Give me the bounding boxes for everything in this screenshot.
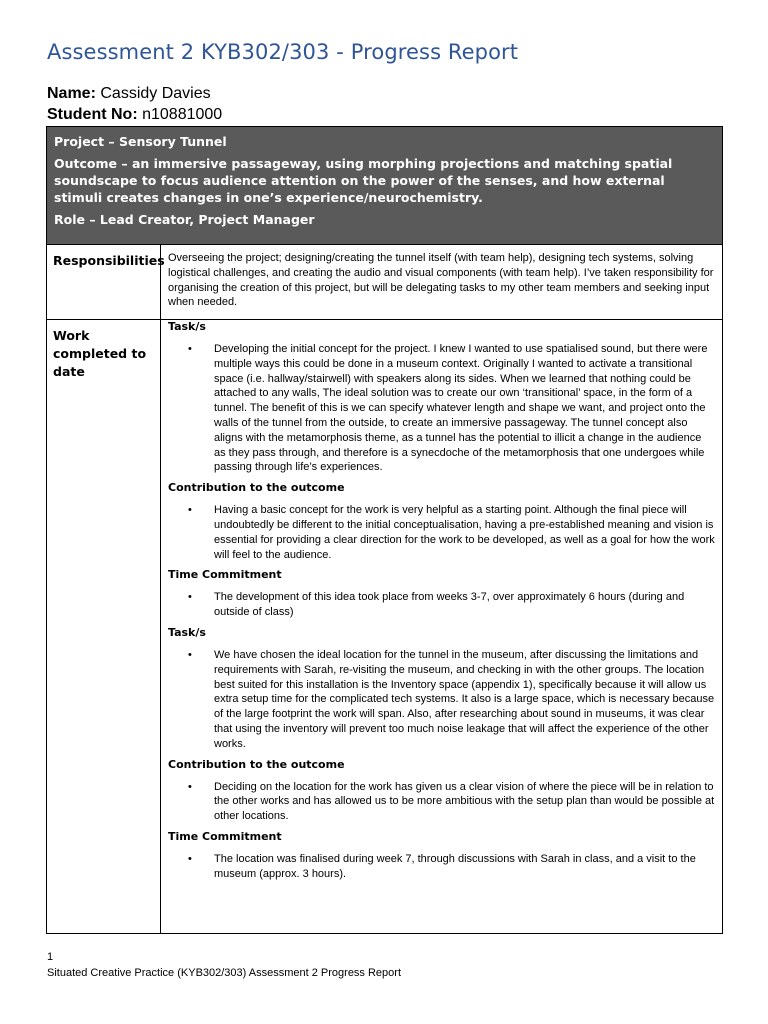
list-item xyxy=(168,852,715,882)
student-number-label: Student No: xyxy=(47,106,138,123)
responsibilities-label-cell xyxy=(47,245,165,319)
section-heading: Time Commitment xyxy=(168,568,282,582)
work-completed-label: Work completed to date xyxy=(53,328,147,379)
page-title: Assessment 2 KYB302/303 - Progress Report xyxy=(47,40,519,64)
name-label: Name: xyxy=(47,85,96,102)
list-item xyxy=(168,780,715,824)
bullet-icon: • xyxy=(188,780,192,793)
page-number: 1 xyxy=(47,951,54,963)
list-item xyxy=(168,503,715,562)
list-item-text: We have chosen the ideal location for the tunnel in the museum, after discussing the limitations and requirements with Sarah, re-visiting the museum, and checking in with the other groups. The location best suited for this installation is the Inventory space (appendix 1), specifically because it will allow us extra setup time for the complicated tech systems. It also is a large space, which is necessary because of the large footprint the work will span. Also, after researching about sound in museums, it was clear that using the inventory will prevent too much noise leakage that will affect the experience of the other works. xyxy=(214,648,715,750)
name-value: Cassidy Davies xyxy=(100,85,211,102)
list-item-text: Having a basic concept for the work is very helpful as a starting point. Although the final piece will undoubtedly be different to the initial conceptualisation, having a pre-established meaning and vision is essential for providing a clear direction for the work to be developed, as well as a goal for how the work will feel to the audience. xyxy=(214,504,715,561)
project-title: Project – Sensory Tunnel xyxy=(54,134,227,149)
list-item-text: Deciding on the location for the work has given us a clear vision of where the piece will be in relation to the other works and has allowed us to be more ambitious with the setup plan than would be possible at other locations. xyxy=(214,780,715,823)
bullet-icon: • xyxy=(188,852,192,865)
list-item xyxy=(168,648,715,752)
bullet-icon: • xyxy=(188,591,192,604)
bullet-icon: • xyxy=(188,648,192,661)
responsibilities-row xyxy=(47,244,722,320)
student-number-line xyxy=(47,106,222,124)
work-completed-row xyxy=(47,320,722,933)
list-item-text: The development of this idea took place from weeks 3-7, over approximately 6 hours (during and outside of class) xyxy=(214,591,685,619)
list-item xyxy=(168,590,715,620)
work-completed-content xyxy=(161,320,722,933)
bullet-icon: • xyxy=(188,343,192,355)
section-heading: Time Commitment xyxy=(168,829,282,843)
list-item-text: Developing the initial concept for the project. I knew I wanted to use spatialised sound, but there were multiple ways this could be done in a museum context. Originally I wanted to activate a transitional space (i.e. hallway/stairwell) with speakers along its sides. When we learned that nothing could be attached to any walls, The ideal solution was to create our own ‘transitional’ space, in the form of a tunnel. The benefit of this is we can specify whatever length and shape we want, and project onto the walls of the tunnel from the outside, to create an immersive passageway. The tunnel concept also aligns with the metamorphosis theme, as a tunnel has the potential to illicit a change in the audience as they pass through, and therefore is a synecdoche of the metamorphosis that one undergoes while passing through life’s experiences. xyxy=(214,343,708,474)
bullet-icon: • xyxy=(188,504,192,517)
section-heading: Task/s xyxy=(168,625,206,639)
section-heading: Contribution to the outcome xyxy=(168,757,345,771)
project-role: Role – Lead Creator, Project Manager xyxy=(54,212,315,227)
list-item-text: The location was finalised during week 7, through discussions with Sarah in class, and a visit to the museum (approx. 3 hours). xyxy=(214,852,696,880)
work-completed-label-cell xyxy=(47,320,161,933)
project-outcome: Outcome – an immersive passageway, using morphing projections and matching spatial soundscape to focus audience attention on the power of the senses, and how external stimuli creates changes in one’s experience/neurochemistry. xyxy=(54,156,673,205)
footer-text: Situated Creative Practice (KYB302/303) Assessment 2 Progress Report xyxy=(47,967,402,979)
list-item xyxy=(168,342,715,475)
responsibilities-text: Overseeing the project; designing/creating the tunnel itself (with team help), designing tech systems, solving logistical challenges, and creating the audio and visual components (with team help). I’ve taken responsibility for organising the creation of this project, but will be delegating tasks to my other team members and seeking input when needed. xyxy=(168,252,714,309)
project-header xyxy=(47,127,722,244)
progress-table xyxy=(46,126,723,934)
section-heading: Contribution to the outcome xyxy=(168,481,345,495)
name-line xyxy=(47,85,211,103)
section-heading: Task/s xyxy=(168,320,206,333)
responsibilities-label: Responsibilities xyxy=(53,253,165,268)
student-number-value: n10881000 xyxy=(142,106,223,123)
